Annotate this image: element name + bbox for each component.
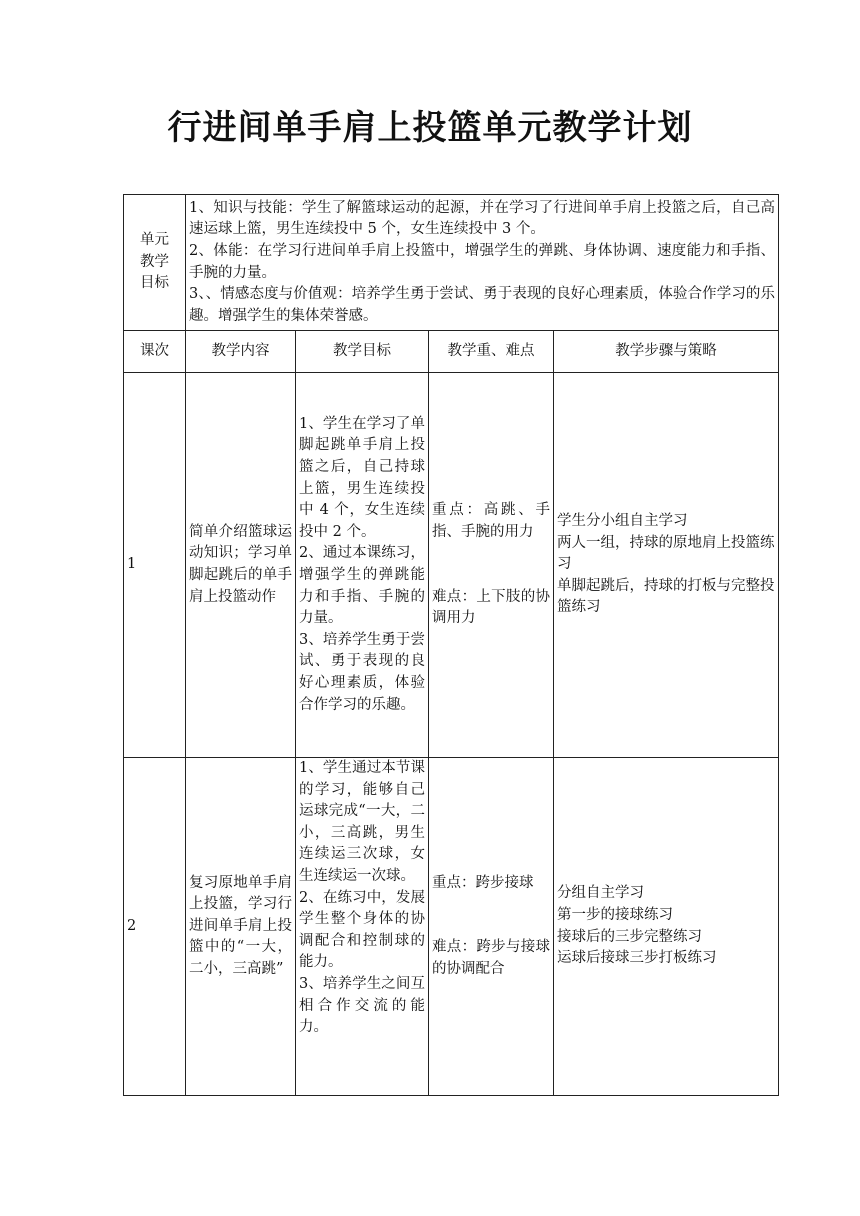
unit-goal-item: 3、、情感态度与价值观：培养学生勇于尝试、勇于表现的良好心理素质，体验合作学习的乐趣。增强学生的集体荣誉感。 xyxy=(189,286,776,324)
lesson-step: 接球后的三步完整练习 xyxy=(557,928,702,945)
column-header: 课次 xyxy=(124,331,186,373)
lesson-row xyxy=(124,373,779,758)
lesson-step: 分组自主学习 xyxy=(557,885,644,902)
lesson-row xyxy=(124,758,779,1096)
lesson-objectives xyxy=(296,373,429,758)
lesson-step: 单脚起跳后，持球的打板与完整投篮练习 xyxy=(557,577,775,616)
unit-goals-label xyxy=(124,195,186,331)
lesson-key-points xyxy=(429,373,554,758)
unit-goals-label-line: 目标 xyxy=(140,275,169,292)
key-point: 重点：高跳、手指、手腕的用力 xyxy=(432,502,550,540)
lesson-step: 学生分小组自主学习 xyxy=(557,513,688,530)
lesson-key-points xyxy=(429,758,554,1096)
column-header: 教学重、难点 xyxy=(429,331,554,373)
lesson-objective-item: 1、学生通过本节课的学习，能够自己运球完成“一大，二小，三高跳，男生连续运三次球，女生连续运一次球。 xyxy=(299,760,425,884)
teaching-plan-table xyxy=(123,194,779,1096)
difficulty-point: 难点：上下肢的协调用力 xyxy=(432,588,550,627)
lesson-steps xyxy=(554,758,779,1096)
lesson-step: 运球后接球三步打板练习 xyxy=(557,950,717,967)
lesson-objective-item: 2、通过本课练习，增强学生的弹跳能力和手指、手腕的力量。 xyxy=(299,545,425,627)
unit-goals-content xyxy=(186,195,779,331)
unit-goals-label-line: 教学 xyxy=(140,253,169,270)
document-title: 行进间单手肩上投篮单元教学计划 xyxy=(167,108,693,148)
column-header: 教学内容 xyxy=(186,331,296,373)
key-point: 重点：跨步接球 xyxy=(432,874,534,891)
lesson-content: 简单介绍篮球运动知识；学习单脚起跳后的单手肩上投篮动作 xyxy=(186,373,296,758)
lesson-objectives xyxy=(296,758,429,1096)
lesson-objective-item: 3、培养学生之间互相合作交流的能力。 xyxy=(299,975,425,1036)
lesson-objective-item: 1、学生在学习了单脚起跳单手肩上投篮之后，自己持球上篮，男生连续投中 4 个，女生连续投中 2 个。 xyxy=(299,415,425,540)
unit-goal-item: 1、知识与技能：学生了解篮球运动的起源，并在学习了行进间单手肩上投篮之后，自己高速运球上篮，男生连续投中 5 个，女生连续投中 3 个。 xyxy=(189,199,776,238)
lesson-steps xyxy=(554,373,779,758)
lesson-step: 两人一组，持球的原地肩上投篮练习 xyxy=(557,534,775,573)
unit-goals-label-line: 单元 xyxy=(140,232,169,249)
lesson-number: 1 xyxy=(124,373,186,758)
lesson-step: 第一步的接球练习 xyxy=(557,906,673,923)
column-header: 教学步骤与策略 xyxy=(554,331,779,373)
column-header: 教学目标 xyxy=(296,331,429,373)
lesson-objective-item: 2、在练习中，发展学生整个身体的协调配合和控制球的能力。 xyxy=(299,889,425,971)
unit-goal-item: 2、体能：在学习行进间单手肩上投篮中，增强学生的弹跳、身体协调、速度能力和手指、手腕的力量。 xyxy=(189,242,776,281)
lesson-content: 复习原地单手肩上投篮，学习行进间单手肩上投篮中的“一大，二小，三高跳” xyxy=(186,758,296,1096)
lesson-objective-item: 3、培养学生勇于尝试、勇于表现的良好心理素质，体验合作学习的乐趣。 xyxy=(299,631,425,713)
unit-goals-row xyxy=(124,195,779,331)
difficulty-point: 难点：跨步与接球的协调配合 xyxy=(432,939,550,977)
lesson-number: 2 xyxy=(124,758,186,1096)
column-header-row xyxy=(124,331,779,373)
